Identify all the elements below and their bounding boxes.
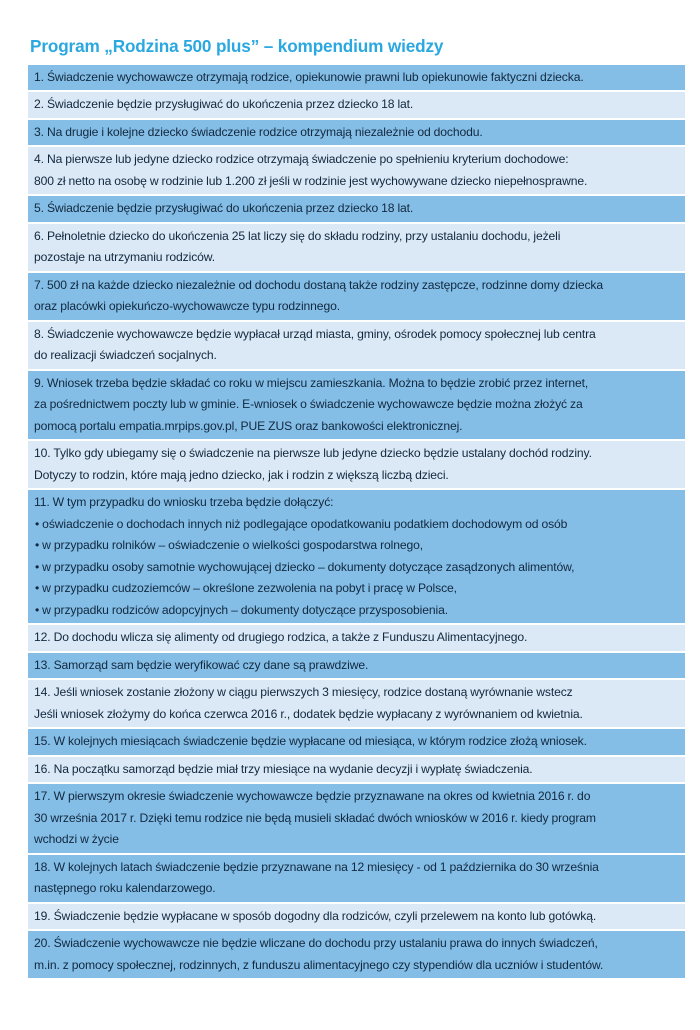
- fact-line: 7. 500 zł na każde dziecko niezależnie od dochodu dostaną także rodziny zastępcze, rodzinne domy dziecka: [34, 277, 603, 292]
- fact-line: następnego roku kalendarzowego.: [34, 881, 216, 896]
- fact-line: 14. Jeśli wniosek zostanie złożony w ciągu pierwszych 3 miesięcy, rodzice dostaną wyrównanie wstecz: [34, 685, 573, 700]
- fact-line: 11. W tym przypadku do wniosku trzeba będzie dołączyć:: [34, 495, 334, 510]
- fact-row: [28, 625, 685, 651]
- fact-line: 2. Świadczenie będzie przysługiwać do ukończenia przez dziecko 18 lat.: [34, 97, 414, 112]
- fact-bullet-line: • w przypadku cudzoziemców – określone zezwolenia na pobyt i pracę w Polsce,: [35, 581, 457, 596]
- fact-row: [28, 322, 685, 369]
- fact-line: 5. Świadczenie będzie przysługiwać do ukończenia przez dziecko 18 lat.: [34, 201, 414, 216]
- fact-line: 6. Pełnoletnie dziecko do ukończenia 25 lat liczy się do składu rodziny, przy ustalaniu dochodu, jeżeli: [34, 228, 561, 243]
- fact-row: [28, 120, 685, 146]
- fact-line: 3. Na drugie i kolejne dziecko świadczenie rodzice otrzymają niezależnie od dochodu.: [34, 124, 483, 139]
- fact-line: 12. Do dochodu wlicza się alimenty od drugiego rodzica, a także z Funduszu Alimentacyjnego.: [34, 630, 528, 645]
- fact-row: [28, 757, 685, 783]
- facts-list: [28, 65, 685, 979]
- fact-row: [28, 147, 685, 194]
- fact-line: 9. Wniosek trzeba będzie składać co roku w miejscu zamieszkania. Można to będzie zrobić przez internet,: [34, 375, 589, 390]
- fact-line: m.in. z pomocy społecznej, rodzinnych, z funduszu alimentacyjnego czy stypendiów dla uczniów i studentów.: [34, 957, 604, 972]
- fact-row: [28, 931, 685, 978]
- fact-bullet-line: • w przypadku rolników – oświadczenie o wielkości gospodarstwa rolnego,: [35, 538, 424, 553]
- fact-line: wchodzi w życie: [34, 832, 119, 847]
- page-title: Program „Rodzina 500 plus” – kompendium wiedzy: [30, 36, 444, 56]
- fact-row: [28, 729, 685, 755]
- fact-line: Jeśli wniosek złożymy do końca czerwca 2016 r., dodatek będzie wypłacany z wyrównaniem od kwietnia.: [34, 706, 583, 721]
- fact-line: 800 zł netto na osobę w rodzinie lub 1.200 zł jeśli w rodzinie jest wychowywane dziecko niepełnosprawne.: [34, 173, 588, 188]
- fact-line: 20. Świadczenie wychowawcze nie będzie wliczane do dochodu przy ustalaniu prawa do innych świadczeń,: [34, 936, 598, 951]
- fact-row: [28, 441, 685, 488]
- fact-row: [28, 653, 685, 679]
- fact-line: 4. Na pierwsze lub jedyne dziecko rodzice otrzymają świadczenie po spełnieniu kryterium dochodowe:: [34, 152, 569, 167]
- fact-line: 17. W pierwszym okresie świadczenie wychowawcze będzie przyznawane na okres od kwietnia 2016 r. do: [34, 789, 591, 804]
- fact-row: [28, 273, 685, 320]
- fact-row: [28, 784, 685, 853]
- fact-row: [28, 196, 685, 222]
- fact-bullet-line: • w przypadku osoby samotnie wychowującej dziecko – dokumenty dotyczące zasądzonych alimentów,: [35, 559, 575, 574]
- fact-line: do realizacji świadczeń socjalnych.: [34, 348, 217, 363]
- fact-line: 8. Świadczenie wychowawcze będzie wypłacał urząd miasta, gminy, ośrodek pomocy społecznej lub centra: [34, 326, 596, 341]
- fact-row: [28, 92, 685, 118]
- fact-line: pomocą portalu empatia.mrpips.gov.pl, PUE ZUS oraz bankowości elektronicznej.: [34, 418, 463, 433]
- fact-line: oraz placówki opiekuńczo-wychowawcze typu rodzinnego.: [34, 299, 340, 314]
- fact-line: pozostaje na utrzymaniu rodziców.: [34, 250, 216, 265]
- fact-row: [28, 855, 685, 902]
- fact-line: 30 września 2017 r. Dzięki temu rodzice nie będą musieli składać dwóch wniosków w 2016 r. kiedy program: [34, 810, 596, 825]
- fact-row: [28, 224, 685, 271]
- fact-bullet-line: • w przypadku rodziców adopcyjnych – dokumenty dotyczące przysposobienia.: [35, 602, 448, 617]
- fact-row: [28, 371, 685, 440]
- fact-row: [28, 904, 685, 930]
- fact-row: [28, 680, 685, 727]
- fact-line: 15. W kolejnych miesiącach świadczenie będzie wypłacane od miesiąca, w którym rodzice złożą wniosek.: [34, 734, 587, 749]
- fact-line: 16. Na początku samorząd będzie miał trzy miesiące na wydanie decyzji i wypłatę świadczenia.: [34, 761, 533, 776]
- fact-line: 13. Samorząd sam będzie weryfikować czy dane są prawdziwe.: [34, 657, 369, 672]
- fact-line: 1. Świadczenie wychowawcze otrzymają rodzice, opiekunowie prawni lub opiekunowie faktyczni dziecka.: [34, 69, 584, 84]
- fact-line: 10. Tylko gdy ubiegamy się o świadczenie na pierwsze lub jedyne dziecko będzie ustalany dochód rodziny.: [34, 446, 592, 461]
- fact-line: za pośrednictwem poczty lub w gminie. E-wniosek o świadczenie wychowawcze będzie można złożyć za: [34, 397, 583, 412]
- fact-row: [28, 490, 685, 623]
- fact-line: Dotyczy to rodzin, które mają jedno dziecko, jak i rodzin z większą liczbą dzieci.: [34, 467, 449, 482]
- fact-row: [28, 65, 685, 91]
- fact-bullet-line: • oświadczenie o dochodach innych niż podlegające opodatkowaniu podatkiem dochodowym od osób: [35, 516, 568, 531]
- fact-line: 19. Świadczenie będzie wypłacane w sposób dogodny dla rodziców, czyli przelewem na konto lub gotówką.: [34, 908, 597, 923]
- fact-line: 18. W kolejnych latach świadczenie będzie przyznawane na 12 miesięcy - od 1 października do 30 września: [34, 859, 599, 874]
